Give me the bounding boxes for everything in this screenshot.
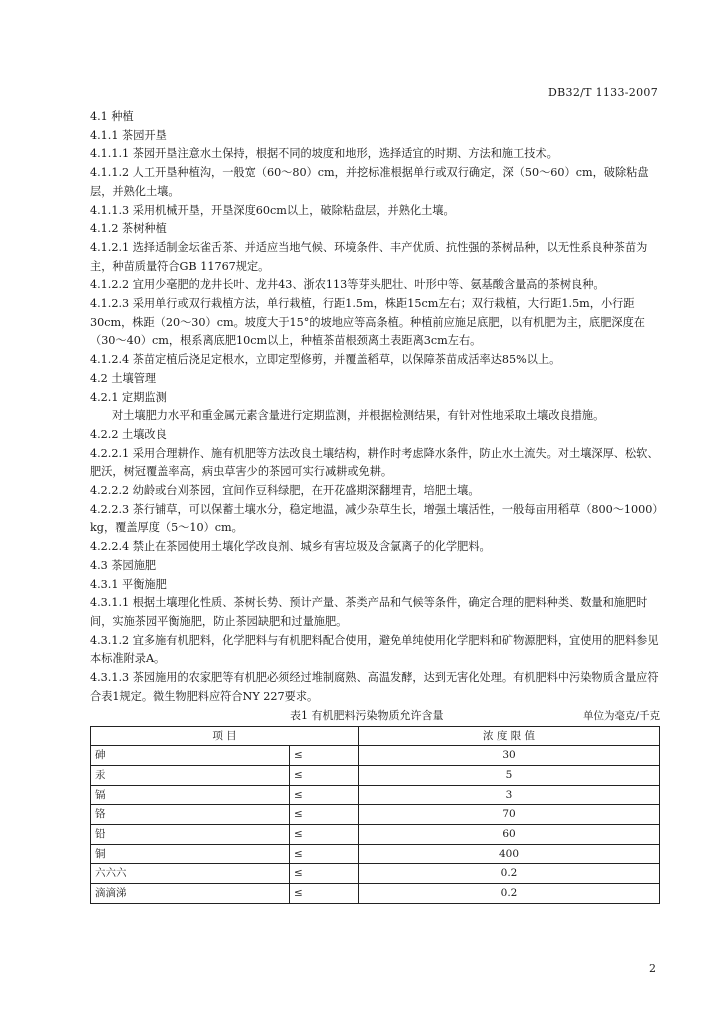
table-row: [91, 844, 660, 864]
clause: 4.1.1.3 采用机械开垦，开垦深度60cm以上，破除粘盘层，并熟化土壤。: [90, 203, 455, 217]
row-item: 铅: [91, 825, 290, 845]
clause: 4.3.1.1 根据土壤理化性质、茶树长势、预计产量、茶类产品和气候等条件，确定合理的肥料种类、数量和施肥时间，实施茶园平衡施肥，防止茶园缺肥和过量施肥。: [90, 596, 648, 628]
subsection-heading: 4.2.2 土壤改良: [90, 427, 167, 441]
clause: 4.2.2.4 禁止在茶园使用土壤化学改良剂、城乡有害垃圾及含氯离子的化学肥料。: [90, 540, 491, 554]
section-heading: 4.2 土壤管理: [90, 371, 157, 385]
row-operator: ≤: [290, 805, 359, 825]
row-item: 镉: [91, 785, 290, 805]
row-value: 3: [359, 785, 660, 805]
clause: 4.1.2.3 采用单行或双行栽植方法，单行栽植，行距1.5m，株距15cm左右；双行栽植，大行距1.5m，小行距30cm，株距（20～30）cm。坡度大于15°的坡地应等高条植。种植前应施足底肥，以有机肥为主，底肥深度在（30～40）cm，根系离底肥10cm以上，种植茶苗根颈离土表距离3cm左右。: [90, 297, 645, 348]
row-value: 70: [359, 805, 660, 825]
page-number: 2: [649, 962, 656, 975]
document-code: DB32/T 1133-2007: [548, 86, 658, 99]
header-item: 项 目: [91, 726, 359, 746]
table-row: [91, 884, 660, 904]
clause: 4.3.1.2 宜多施有机肥料，化学肥料与有机肥料配合使用，避免单纯使用化学肥料和矿物源肥料，宜使用的肥料参见本标准附录A。: [90, 633, 659, 666]
row-value: 5: [359, 765, 660, 785]
clause: 4.2.2.2 幼龄或台刈茶园，宜间作豆科绿肥，在开花盛期深翻埋青，培肥土壤。: [90, 484, 480, 498]
row-item: 铬: [91, 805, 290, 825]
clause: 4.1.2.2 宜用少毫肥的龙井长叶、龙井43、浙农113等芽头肥壮、叶形中等、氨基酸含量高的茶树良种。: [90, 278, 605, 292]
row-item: 砷: [91, 746, 290, 766]
section-heading: 4.1 种植: [90, 110, 134, 123]
body-paragraph: 对土壤肥力水平和重金属元素含量进行定期监测，并根据检测结果，有针对性地采取土壤改良措施。: [112, 409, 605, 423]
clause: 4.1.1.2 人工开垦种植沟，一般宽（60～80）cm，并挖标准根据单行或双行确定，深（50～60）cm，破除粘盘层，并熟化土壤。: [90, 166, 649, 198]
table-caption-row: [90, 707, 660, 726]
row-operator: ≤: [290, 825, 359, 845]
section-heading: 4.3 茶园施肥: [90, 558, 157, 572]
table-row: [91, 805, 660, 825]
row-operator: ≤: [290, 765, 359, 785]
table-row: [91, 785, 660, 805]
row-item: 六六六: [91, 864, 290, 884]
table-row: [91, 746, 660, 766]
row-operator: ≤: [290, 844, 359, 864]
subsection-heading: 4.2.1 定期监测: [90, 390, 167, 404]
row-operator: ≤: [290, 884, 359, 904]
table-caption: 表1 有机肥料污染物质允许含量: [290, 708, 444, 722]
table-row: [91, 765, 660, 785]
row-value: 30: [359, 746, 660, 766]
table-header-row: [91, 726, 660, 746]
table-row: [91, 864, 660, 884]
table-row: [91, 825, 660, 845]
document-body: [90, 108, 660, 904]
clause: 4.2.2.1 采用合理耕作、施有机肥等方法改良土壤结构，耕作时考虑降水条件，防止水土流失。对土壤深厚、松软、肥沃，树冠覆盖率高，病虫草害少的茶园可实行减耕或免耕。: [90, 446, 659, 479]
clause: 4.2.2.3 茶行铺草，可以保蓄土壤水分，稳定地温，减少杂草生长，增强土壤活性，一般每亩用稻草（800～1000）kg，覆盖厚度（5～10）cm。: [90, 502, 658, 535]
row-operator: ≤: [290, 864, 359, 884]
row-value: 0.2: [359, 884, 660, 904]
table-unit: 单位为毫克/千克: [582, 709, 660, 722]
subsection-heading: 4.3.1 平衡施肥: [90, 577, 167, 591]
subsection-heading: 4.1.1 茶园开垦: [90, 128, 167, 142]
clause: 4.1.2.4 茶苗定植后浇足定根水，立即定型修剪，并覆盖稻草，以保障茶苗成活率达85%以上。: [90, 353, 561, 367]
header-limit: 浓 度 限 值: [359, 726, 660, 746]
row-value: 0.2: [359, 864, 660, 884]
clause: 4.3.1.3 茶园施用的农家肥等有机肥必须经过堆制腐熟、高温发酵，达到无害化处理。有机肥料中污染物质含量应符合表1规定。微生物肥料应符合NY 227要求。: [90, 671, 659, 703]
row-item: 汞: [91, 765, 290, 785]
row-operator: ≤: [290, 746, 359, 766]
row-value: 60: [359, 825, 660, 845]
clause: 4.1.1.1 茶园开垦注意水土保持，根据不同的坡度和地形，选择适宜的时期、方法和施工技术。: [90, 147, 558, 161]
row-item: 铜: [91, 844, 290, 864]
pollutant-limits-table: [90, 726, 660, 904]
subsection-heading: 4.1.2 茶树种植: [90, 222, 167, 236]
row-value: 400: [359, 844, 660, 864]
row-item: 滴滴涕: [91, 884, 290, 904]
clause: 4.1.2.1 选择适制金坛雀舌茶、并适应当地气候、环境条件、丰产优质、抗性强的茶树品种，以无性系良种茶苗为主，种苗质量符合GB 11767规定。: [90, 240, 648, 273]
row-operator: ≤: [290, 785, 359, 805]
